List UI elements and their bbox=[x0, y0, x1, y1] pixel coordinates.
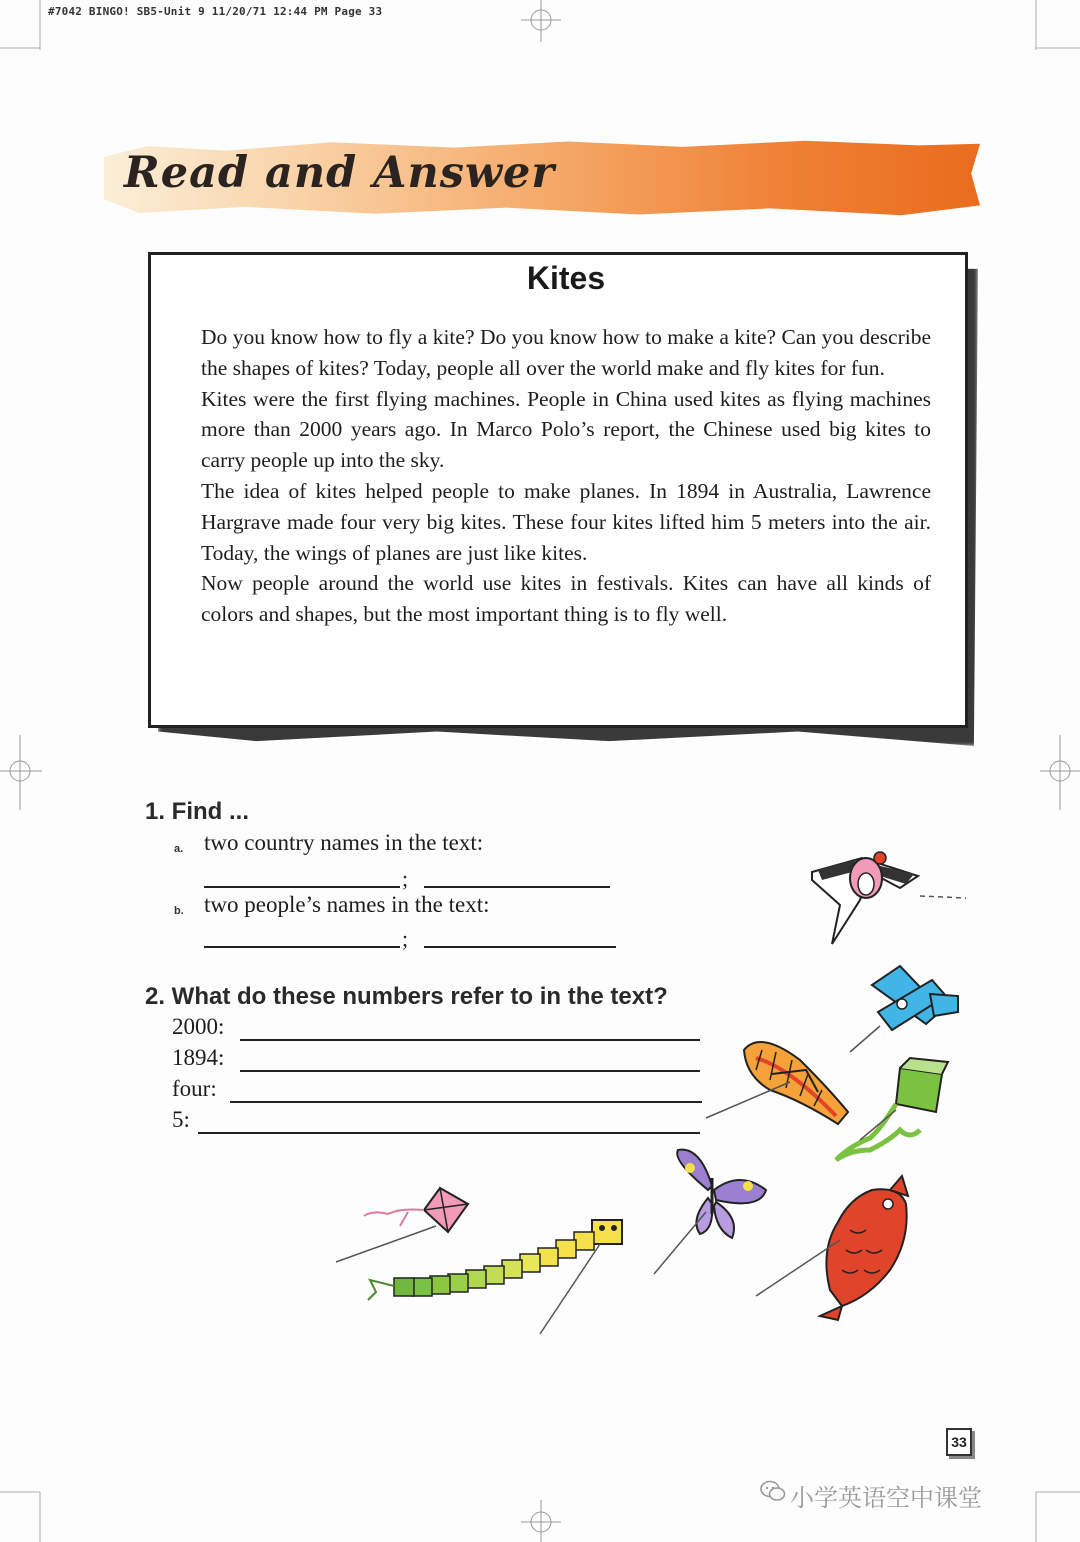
passage-paragraph: Now people around the world use kites in festivals. Kites can have all kinds of colors and shapes, but the most important thing is to fly well. bbox=[201, 571, 931, 627]
page-title: Read and Answer bbox=[124, 148, 556, 198]
item-prompt: two country names in the text: bbox=[204, 830, 484, 855]
registration-mark-icon bbox=[0, 735, 42, 810]
registration-mark-icon bbox=[1040, 735, 1080, 810]
swallow-kite-icon bbox=[812, 852, 966, 944]
fish-kite-icon bbox=[756, 1176, 908, 1320]
page-number: 33 bbox=[946, 1428, 972, 1456]
item-prompt: two people’s names in the text: bbox=[204, 892, 490, 917]
item-letter: a. bbox=[174, 843, 184, 855]
passage-paragraph: Do you know how to fly a kite? Do you know how to make a kite? Can you describe the shapes of kites? Today, people all over the world make and fly kites for fun. bbox=[201, 325, 931, 380]
airplane-kite-icon bbox=[850, 966, 958, 1052]
number-label: 5: bbox=[172, 1107, 190, 1132]
registration-mark-icon bbox=[521, 1500, 561, 1542]
separator: ; bbox=[402, 866, 409, 891]
number-label: 2000: bbox=[172, 1014, 225, 1039]
item-letter: b. bbox=[174, 905, 184, 917]
separator: ; bbox=[402, 926, 409, 951]
kites-illustration bbox=[330, 840, 1010, 1350]
box-kite-icon bbox=[836, 1058, 948, 1160]
diamond-kite-icon bbox=[336, 1188, 468, 1262]
passage-paragraph: The idea of kites helped people to make planes. In 1894 in Australia, Lawrence Hargrave made four very big kites. These four kites lifted him 5 meters into the air. Today, the wings of planes are just like kites. bbox=[201, 478, 931, 565]
number-label: four: bbox=[172, 1076, 217, 1101]
passage-paragraph: Kites were the first flying machines. People in China used kites as flying machines more than 2000 years ago. In Marco Polo’s report, the Chinese used big kites to carry people up into the sky. bbox=[201, 386, 931, 473]
print-slug: #7042 BINGO! SB5-Unit 9 11/20/71 12:44 PM Page 33 bbox=[48, 5, 383, 18]
number-label: 1894: bbox=[172, 1045, 225, 1070]
wing-kite-icon bbox=[706, 1042, 848, 1124]
exercise-1-heading: 1. Find ... bbox=[145, 798, 250, 825]
reading-title: Kites bbox=[526, 260, 606, 296]
butterfly-kite-icon bbox=[654, 1150, 766, 1274]
wechat-icon bbox=[760, 1480, 786, 1502]
watermark: 小学英语空中课堂 bbox=[790, 1484, 982, 1512]
registration-mark-icon bbox=[521, 0, 561, 42]
exercise-2-heading: 2. What do these numbers refer to in the text? bbox=[145, 983, 668, 1010]
reading-passage bbox=[201, 322, 931, 630]
